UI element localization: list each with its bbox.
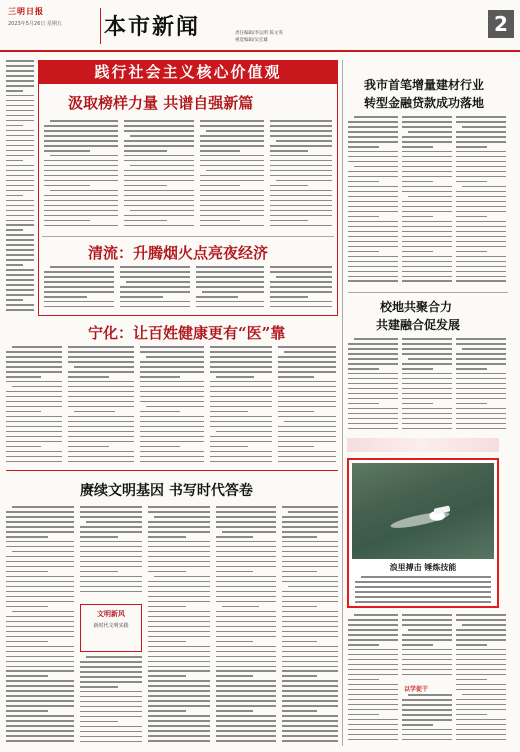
article-text (456, 338, 506, 434)
headline: 共建融合促发展 (376, 318, 461, 332)
side-text-column (6, 60, 34, 316)
article-text (282, 506, 338, 746)
headline: 清流：升腾烟火点亮夜经济 (88, 244, 269, 262)
article-text (124, 120, 194, 232)
divider (6, 470, 338, 471)
article-text (6, 346, 62, 466)
editor-line: 责任编辑/李运明 陈文英 (235, 31, 283, 36)
divider (348, 292, 508, 293)
article-text (402, 116, 452, 286)
article-text (140, 346, 204, 466)
info-box (80, 604, 142, 652)
editor-line: 视觉编辑/吴宏雄 (235, 38, 269, 43)
article-text (200, 120, 264, 232)
article-text (210, 346, 272, 466)
divider (42, 236, 334, 237)
article-text (270, 120, 332, 232)
paper-logo: 三明日报 (8, 7, 44, 16)
article-text (44, 266, 114, 312)
info-box-title: 文明新风 (97, 610, 125, 618)
article-text (196, 266, 264, 312)
masthead-divider (100, 8, 101, 44)
article-text (348, 338, 398, 434)
photo-frame (347, 458, 499, 608)
page-number: 2 (488, 10, 514, 38)
editor-credits (235, 30, 283, 44)
article-text (348, 116, 398, 286)
article-text (456, 614, 506, 746)
article-text (402, 614, 452, 678)
article-text (80, 506, 142, 598)
article-text (270, 266, 332, 312)
headline: 汲取榜样力量 共谱自强新篇 (68, 94, 254, 112)
article-text (402, 338, 452, 434)
headline: 我市首笔增量建材行业 (364, 78, 485, 92)
caption-text (355, 576, 491, 606)
masthead (0, 0, 520, 52)
info-box-subtitle: 新时代文明实践 (93, 623, 129, 629)
headline: 宁化：让百姓健康更有“医”靠 (88, 324, 286, 342)
column-divider (342, 60, 343, 746)
headline: 赓续文明基因 书写时代答卷 (80, 483, 253, 499)
article-text (148, 506, 210, 746)
decorative-strip (347, 438, 499, 452)
article-text (6, 506, 74, 746)
article-text (348, 614, 398, 746)
article-text (120, 266, 190, 312)
headline: 校地共聚合力 (380, 300, 453, 314)
feature-banner: 践行社会主义核心价值观 (38, 60, 338, 84)
article-text (278, 346, 336, 466)
photo-caption: 浪里搏击 锤炼技能 (389, 563, 457, 572)
article-text (216, 506, 276, 746)
issue-date: 2023年5月26日 星期五 (8, 21, 62, 27)
river-photo (352, 463, 494, 559)
article-text (456, 116, 506, 286)
section-title: 本市新闻 (104, 14, 201, 40)
article-text (68, 346, 134, 466)
article-text (44, 120, 118, 232)
article-text (80, 656, 142, 746)
headline: 转型金融贷款成功落地 (364, 96, 485, 110)
article-text (402, 694, 452, 746)
subheadline: 以学促干 (404, 686, 429, 693)
